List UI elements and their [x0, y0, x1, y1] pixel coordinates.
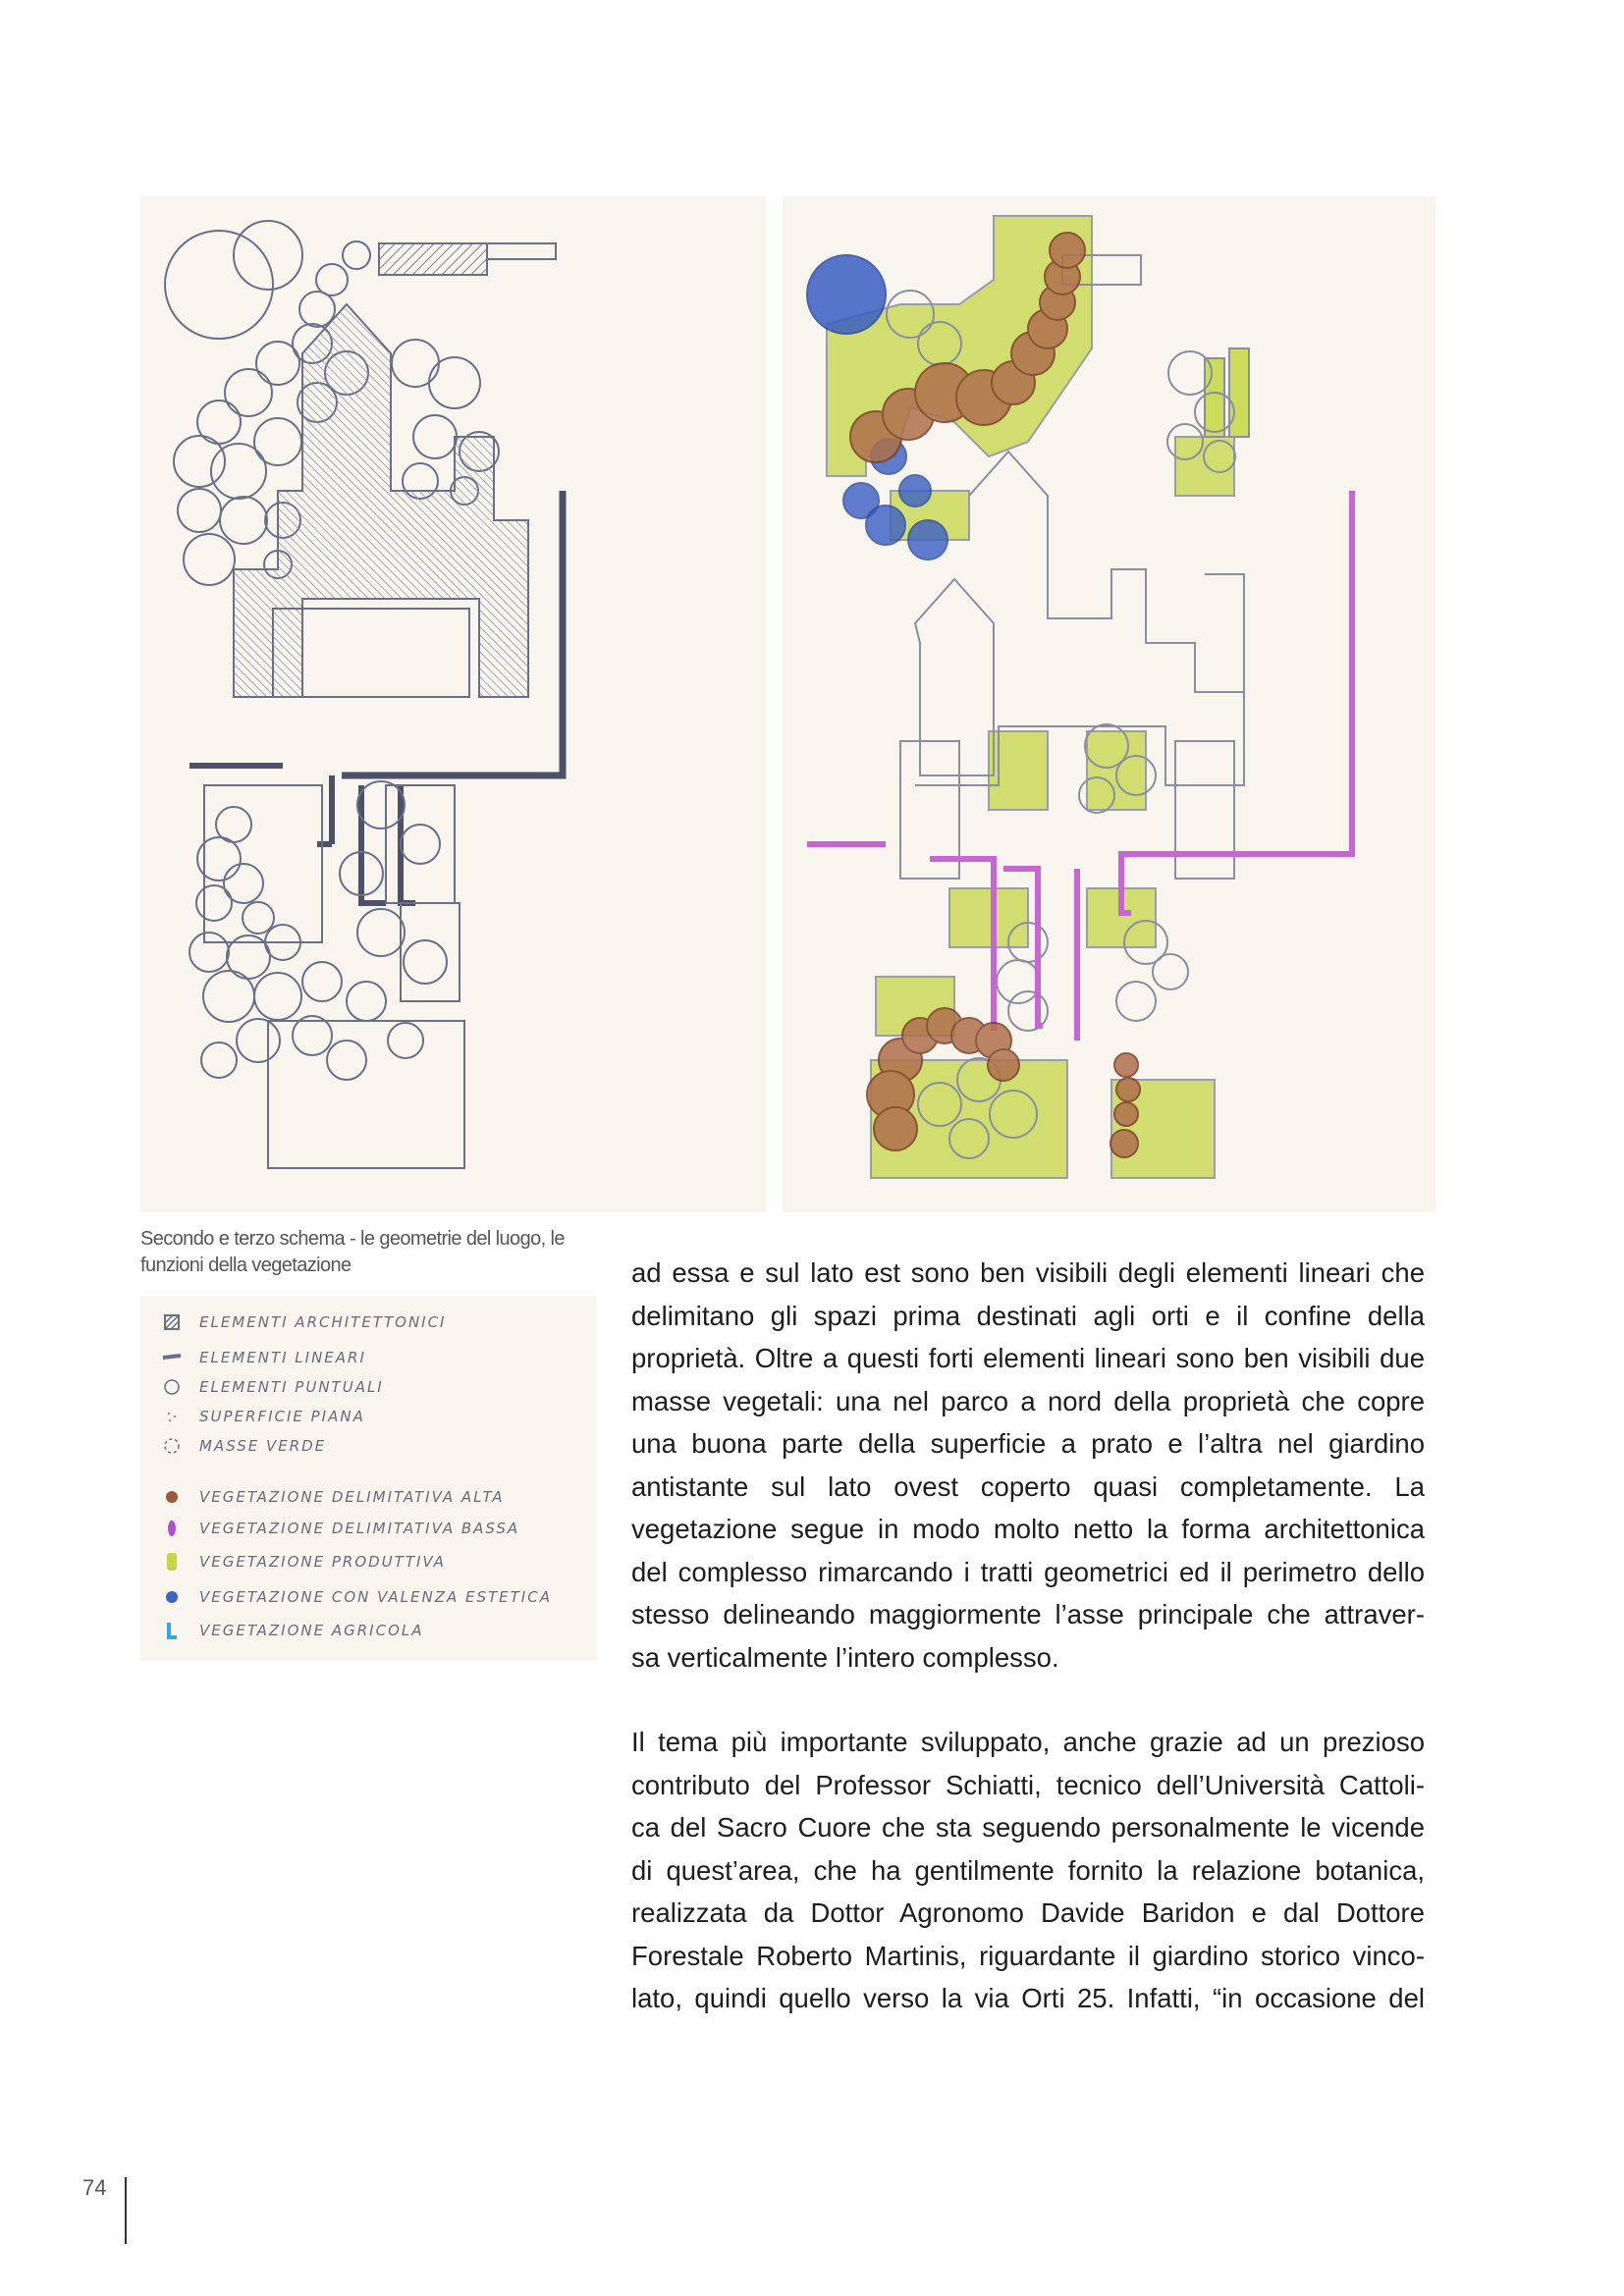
- caption-line-1: Secondo e terzo schema - le geometrie del luogo, le: [140, 1228, 565, 1250]
- legend-label: ELEMENTI PUNTUALI: [199, 1378, 384, 1396]
- paragraph-1: [631, 1252, 1425, 1679]
- purple-mark-icon: [162, 1519, 182, 1538]
- text-line: contributo del Professor Schiatti, tecnico dell’Università Cattoli-: [631, 1769, 1425, 1800]
- brown-dot-icon: [162, 1487, 182, 1507]
- legend-item: [162, 1482, 505, 1512]
- legend-item: [162, 1402, 365, 1431]
- body-text: [631, 1252, 1425, 2020]
- legend-label: VEGETAZIONE DELIMITATIVA BASSA: [199, 1520, 520, 1537]
- circle-outline-icon: [162, 1377, 182, 1397]
- text-line: ad essa e sul lato est sono ben visibili degli elementi lineari che: [631, 1257, 1425, 1288]
- text-line: masse vegetali: una nel parco a nord della proprietà che copre: [631, 1385, 1425, 1416]
- hatched-square-icon: [162, 1312, 182, 1332]
- text-line: delimitano gli spazi prima destinati agli orti e il confine della: [631, 1300, 1425, 1331]
- legend-label: ELEMENTI LINEARI: [199, 1349, 366, 1366]
- dashed-circle-icon: [162, 1436, 182, 1456]
- figure-caption: [140, 1226, 602, 1279]
- legend-item: [162, 1547, 446, 1576]
- sketch-geometrie: [140, 196, 766, 1212]
- text-line: stesso delineando maggiormente l’asse principale che attraver-: [631, 1599, 1425, 1629]
- text-line: una buona parte della superficie a prato e l’altra nel giardino: [631, 1428, 1425, 1459]
- text-line: del complesso rimarcando i tratti geometrici ed il perimetro dello: [631, 1556, 1425, 1587]
- page-number-rule: [125, 2177, 127, 2244]
- blue-dot-icon: [162, 1587, 182, 1607]
- text-line: sa verticalmente l’intero complesso.: [631, 1641, 1059, 1673]
- paragraph-2: [631, 1721, 1425, 2020]
- legend-item: [162, 1372, 384, 1402]
- sketch-funzioni-drawing: [783, 196, 1435, 1212]
- legend-label: VEGETAZIONE DELIMITATIVA ALTA: [199, 1488, 505, 1506]
- green-mark-icon: [162, 1552, 182, 1572]
- legend-item: [162, 1514, 519, 1543]
- dotted-area-icon: [162, 1407, 182, 1426]
- sketch-geometrie-drawing: [140, 196, 766, 1212]
- legend-item: [162, 1582, 552, 1612]
- legend-item: [162, 1616, 424, 1645]
- legend-label: VEGETAZIONE CON VALENZA ESTETICA: [199, 1588, 552, 1606]
- caption-line-2: funzioni della vegetazione: [140, 1255, 352, 1276]
- text-line: Forestale Roberto Martinis, riguardante il giardino storico vinco-: [631, 1940, 1425, 1971]
- legend-label: VEGETAZIONE PRODUTTIVA: [199, 1553, 446, 1571]
- legend-label: ELEMENTI ARCHITETTONICI: [199, 1313, 447, 1331]
- legend-item: [162, 1431, 326, 1461]
- cyan-bracket-icon: [162, 1621, 182, 1640]
- text-line: antistante sul lato ovest coperto quasi completamente. La: [631, 1470, 1425, 1502]
- legend-label: SUPERFICIE PIANA: [199, 1408, 365, 1425]
- sketch-funzioni-vegetazione: [783, 196, 1435, 1212]
- legend-item: [162, 1343, 366, 1372]
- text-line: realizzata da Dottor Agronomo Davide Baridon e dal Dottore: [631, 1897, 1425, 1928]
- legend-label: MASSE VERDE: [199, 1437, 327, 1455]
- text-line: vegetazione segue in modo molto netto la forma architettonica: [631, 1514, 1425, 1544]
- text-line: lato, quindi quello verso la via Orti 25. Infatti, “in occasione del: [631, 1983, 1425, 2013]
- text-line: proprietà. Oltre a questi forti elementi lineari sono ben visibili due: [631, 1343, 1425, 1373]
- legend-item: [162, 1308, 446, 1337]
- page-number: 74: [82, 2175, 107, 2200]
- legend: [140, 1296, 597, 1661]
- legend-label: VEGETAZIONE AGRICOLA: [199, 1622, 424, 1639]
- text-line: ca del Sacro Cuore che sta seguendo personalmente le vicende: [631, 1812, 1425, 1842]
- text-line: di quest’area, che ha gentilmente fornito la relazione botanica,: [631, 1854, 1425, 1886]
- text-line: Il tema più importante sviluppato, anche grazie ad un prezioso: [631, 1727, 1425, 1757]
- line-dash-icon: [162, 1348, 182, 1367]
